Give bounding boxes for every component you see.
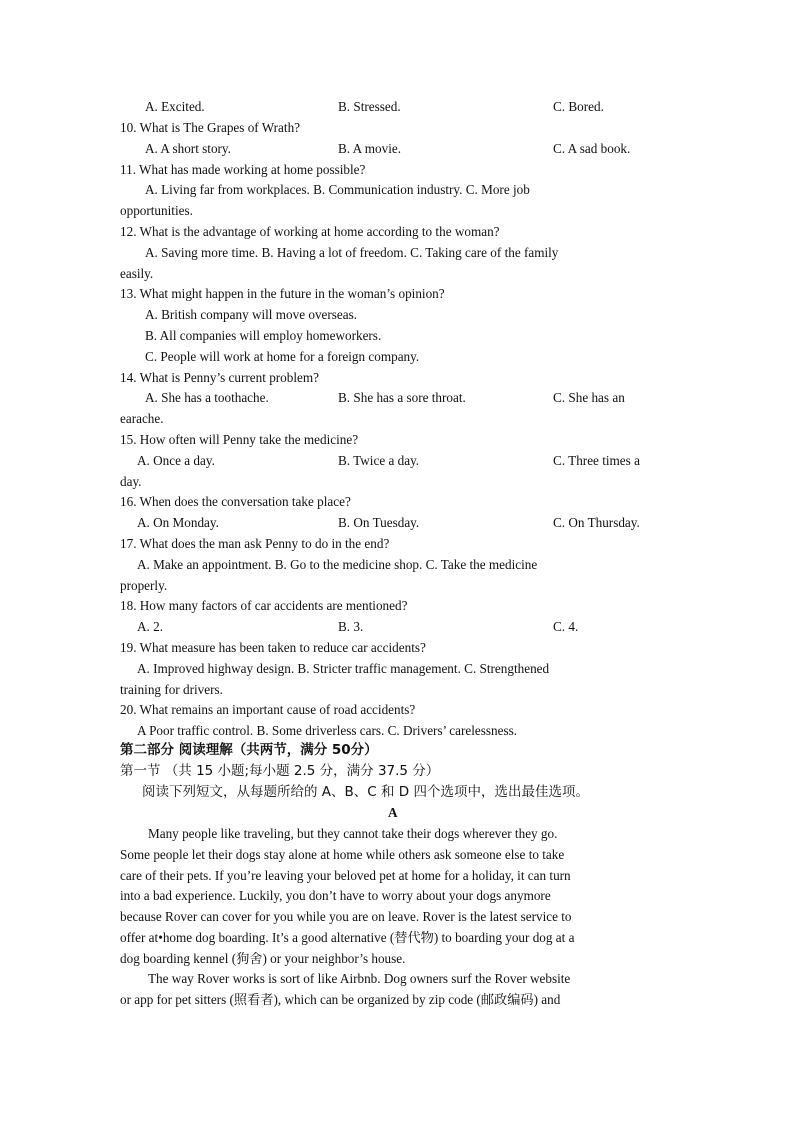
- q16-option-a: A. On Monday.: [137, 515, 219, 530]
- q13-option-c: C. People will work at home for a foreign company.: [145, 349, 420, 364]
- q15-option-b: B. Twice a day.: [338, 453, 420, 468]
- q15-option-c-wrap: day.: [120, 474, 142, 489]
- q10-option-b: B. A movie.: [338, 141, 402, 156]
- q20-stem: 20. What remains an important cause of road accidents?: [120, 702, 416, 717]
- q13-stem: 13. What might happen in the future in the woman’s opinion?: [120, 286, 445, 301]
- q18-option-b: B. 3.: [338, 619, 364, 634]
- q12-stem: 12. What is the advantage of working at home according to the woman?: [120, 224, 500, 239]
- q15-option-c: C. Three times a: [553, 453, 640, 468]
- q13-option-b: B. All companies will employ homeworkers.: [145, 328, 382, 343]
- q17-options: A. Make an appointment. B. Go to the medicine shop. C. Take the medicine: [137, 557, 538, 572]
- q14-option-b: B. She has a sore throat.: [338, 390, 466, 405]
- passage-line: into a bad experience. Luckily, you don’t have to worry about your dogs anymore: [120, 888, 551, 903]
- passage-line: offer at•home dog boarding. It’s a good alternative (替代物) to boarding your dog at a: [120, 930, 575, 945]
- q10-option-c: C. A sad book.: [553, 141, 631, 156]
- q18-option-c: C. 4.: [553, 619, 579, 634]
- q18-stem: 18. How many factors of car accidents are mentioned?: [120, 598, 408, 613]
- q11-options-wrap: opportunities.: [120, 203, 193, 218]
- part2-heading: 第二部分 阅读理解（共两节，满分 50分）: [120, 742, 378, 758]
- q16-stem: 16. When does the conversation take place?: [120, 494, 351, 509]
- passage-line: Many people like traveling, but they cannot take their dogs wherever they go.: [148, 826, 558, 841]
- q16-option-b: B. On Tuesday.: [338, 515, 420, 530]
- q14-option-a: A. She has a toothache.: [145, 390, 269, 405]
- q11-stem: 11. What has made working at home possible?: [120, 162, 366, 177]
- q14-stem: 14. What is Penny’s current problem?: [120, 370, 319, 385]
- q19-stem: 19. What measure has been taken to reduce car accidents?: [120, 640, 426, 655]
- passage-label: A: [388, 805, 398, 820]
- passage-line: The way Rover works is sort of like Airbnb. Dog owners surf the Rover website: [148, 971, 571, 986]
- q9-option-b: B. Stressed.: [338, 99, 401, 114]
- q20-options: A Poor traffic control. B. Some driverless cars. C. Drivers’ carelessness.: [137, 723, 518, 738]
- q14-option-c-wrap: earache.: [120, 411, 164, 426]
- passage-line: Some people let their dogs stay alone at home while others ask someone else to take: [120, 847, 565, 862]
- q14-option-c: C. She has an: [553, 390, 625, 405]
- q11-options: A. Living far from workplaces. B. Communication industry. C. More job: [145, 182, 530, 197]
- q10-stem: 10. What is The Grapes of Wrath?: [120, 120, 301, 135]
- q10-option-a: A. A short story.: [145, 141, 231, 156]
- q18-option-a: A. 2.: [137, 619, 164, 634]
- q19-options-wrap: training for drivers.: [120, 682, 223, 697]
- q9-option-a: A. Excited.: [145, 99, 205, 114]
- passage-line: because Rover can cover for you while you are on leave. Rover is the latest service to: [120, 909, 572, 924]
- q15-option-a: A. Once a day.: [137, 453, 215, 468]
- q9-option-c: C. Bored.: [553, 99, 604, 114]
- q19-options: A. Improved highway design. B. Stricter traffic management. C. Strengthened: [137, 661, 550, 676]
- passage-line: dog boarding kennel (狗舍) or your neighbor’s house.: [120, 951, 406, 966]
- q17-options-wrap: properly.: [120, 578, 168, 593]
- section1-heading: 第一节 （共 15 小题;每小题 2.5 分，满分 37.5 分）: [120, 763, 440, 779]
- q13-option-a: A. British company will move overseas.: [145, 307, 358, 322]
- q17-stem: 17. What does the man ask Penny to do in the end?: [120, 536, 390, 551]
- q12-options: A. Saving more time. B. Having a lot of freedom. C. Taking care of the family: [145, 245, 559, 260]
- passage-line: care of their pets. If you’re leaving your beloved pet at home for a holiday, it can turn: [120, 868, 571, 883]
- reading-instruction: 阅读下列短文，从每题所给的 A、B、C 和 D 四个选项中，选出最佳选项。: [142, 784, 589, 800]
- q15-stem: 15. How often will Penny take the medicine?: [120, 432, 359, 447]
- q12-options-wrap: easily.: [120, 266, 154, 281]
- q16-option-c: C. On Thursday.: [553, 515, 640, 530]
- passage-line: or app for pet sitters (照看者), which can be organized by zip code (邮政编码) and: [120, 992, 561, 1007]
